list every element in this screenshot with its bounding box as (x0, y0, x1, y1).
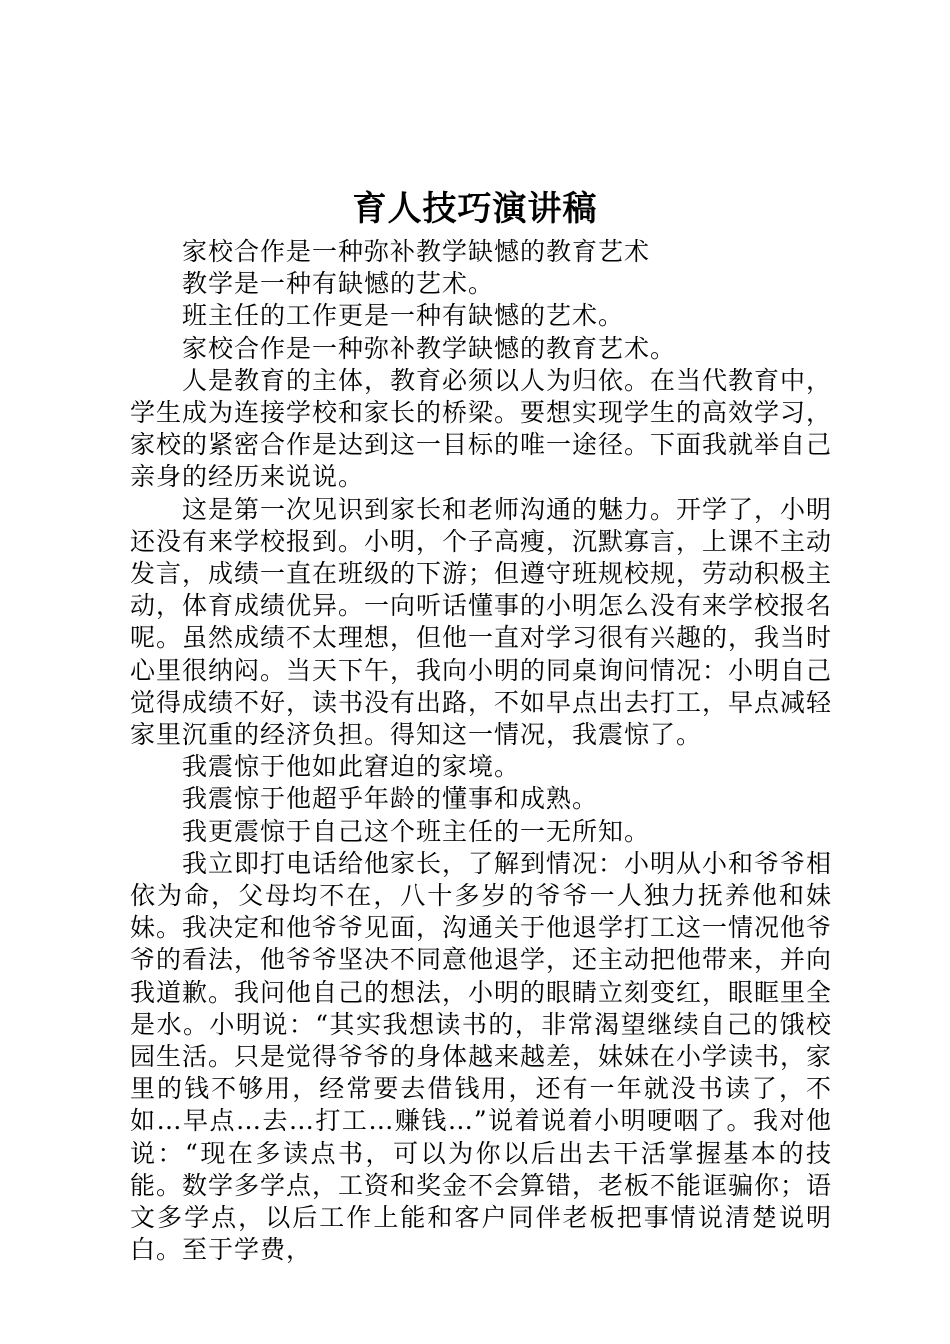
paragraph: 教学是一种有缺憾的艺术。 (182, 269, 495, 299)
paragraph: 家校合作是一种弥补教学缺憾的教育艺术 (182, 237, 651, 266)
paragraph: 我震惊于他如此窘迫的家境。 (182, 752, 521, 782)
paragraph: 人是教育的主体，教育必须以人为归依。在当代教育中，学生成为连接学校和家长的桥梁。要想实现学生的高效学习，家校的紧密合作是达到这一目标的唯一途径。下面我就举自己亲身的经历来说说。 (130, 365, 833, 492)
paragraph: 我更震惊于自己这个班主任的一无所知。 (182, 816, 651, 846)
paragraph: 家校合作是一种弥补教学缺憾的教育艺术。 (182, 333, 677, 363)
document-body (130, 236, 832, 1267)
paragraph: 这是第一次见识到家长和老师沟通的魅力。开学了，小明还没有来学校报到。小明，个子高瘦，沉默寡言，上课不主动发言，成绩一直在班级的下游；但遵守班规校规，劳动积极主动，体育成绩优异。一向听话懂事的小明怎么没有来学校报名呢。虽然成绩不太理想，但他一直对学习很有兴趣的，我当时心里很纳闷。当天下午，我向小明的同桌询问情况：小明自己觉得成绩不好，读书没有出路，不如早点出去打工，早点减轻家里沉重的经济负担。得知这一情况，我震惊了。 (130, 494, 833, 750)
paragraph: 我震惊于他超乎年龄的懂事和成熟。 (182, 784, 599, 814)
paragraph: 我立即打电话给他家长，了解到情况：小明从小和爷爷相依为命，父母均不在，八十多岁的爷爷一人独力抚养他和妹妹。我决定和他爷爷见面，沟通关于他退学打工这一情况他爷爷的看法，他爷爷坚决不同意他退学，还主动把他带来，并向我道歉。我问他自己的想法，小明的眼睛立刻变红，眼眶里全是水。小明说：“其实我想读书的，非常渴望继续自己的饿校园生活。只是觉得爷爷的身体越来越差，妹妹在小学读书，家里的钱不够用，经常要去借钱用，还有一年就没书读了，不如…早点…去…打工…赚钱…”说着说着小明哽咽了。我对他说：“现在多读点书，可以为你以后出去干活掌握基本的技能。数学多学点，工资和奖金不会算错，老板不能诓骗你；语文多学点，以后工作上能和客户同伴老板把事情说清楚说明白。至于学费， (130, 848, 833, 1265)
paragraph: 班主任的工作更是一种有缺憾的艺术。 (182, 301, 625, 331)
document-title: 育人技巧演讲稿 (352, 189, 598, 229)
